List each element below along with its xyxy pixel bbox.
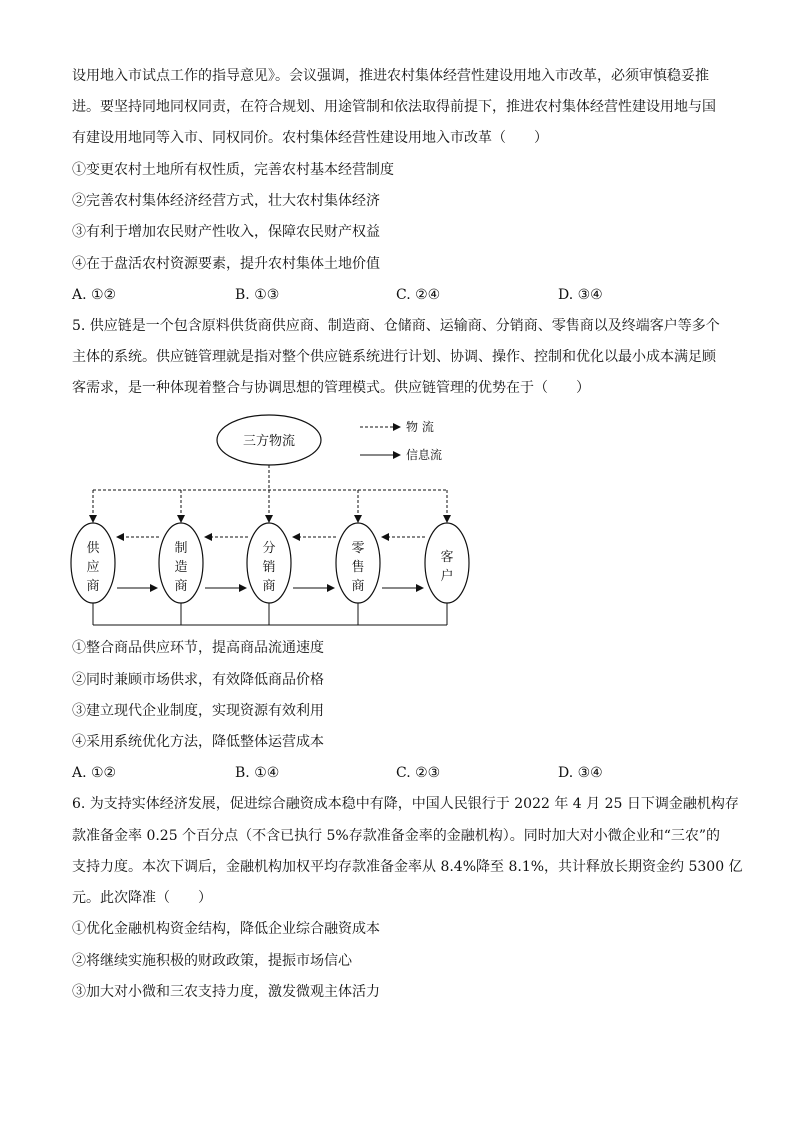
q6-statement-3: ③加大对小微和三农支持力度，激发微观主体活力 <box>72 984 380 1000</box>
distributor-label: 分销商 <box>262 541 276 594</box>
q6-statement-2: ②将继续实施积极的财政政策，提振市场信心 <box>72 953 352 969</box>
q4-stem-line-2: 进。要坚持同地同权同责，在符合规划、用途管制和依法取得前提下，推进农村集体经营性建设用地与国 <box>72 99 716 115</box>
q4-statement-1: ①变更农村土地所有权性质，完善农村基本经营制度 <box>72 162 394 178</box>
q6-stem-line-2: 款准备金率 0.25 个百分点（不含已执行 5%存款准备金率的金融机构）。同时加大对小微企业和“三农”的 <box>72 828 721 844</box>
q4-statement-2: ②完善农村集体经济经营方式，壮大农村集体经济 <box>72 193 380 209</box>
q6-stem-line-3: 支持力度。本次下调后，金融机构加权平均存款准备金率从 8.4%降至 8.1%，共计释放长期资金约 5300 亿 <box>72 859 743 875</box>
retailer-label: 零售商 <box>351 541 365 594</box>
q4-stem-line-3: 有建设用地同等入市、同权同价。农村集体经营性建设用地入市改革（ ） <box>72 130 548 146</box>
q4-option-a[interactable]: A. ①② <box>72 287 117 303</box>
q5-statement-4: ④采用系统优化方法，降低整体运营成本 <box>72 734 324 750</box>
q5-stem-line-2: 主体的系统。供应链管理就是指对整个供应链系统进行计划、协调、操作、控制和优化以最小成本满足顾 <box>72 349 716 365</box>
q5-option-d[interactable]: D. ③④ <box>558 765 603 781</box>
q5-stem-line-1: 5. 供应链是一个包含原料供货商供应商、制造商、仓储商、运输商、分销商、零售商以及终端客户等多个 <box>72 318 720 334</box>
supplier-label: 供应商 <box>86 541 100 594</box>
q4-option-c[interactable]: C. ②④ <box>396 287 441 303</box>
customer-label: 客户 <box>440 550 454 584</box>
third-party-logistics-label: 三方物流 <box>242 434 296 449</box>
q4-statement-3: ③有利于增加农民财产性收入，保障农民财产权益 <box>72 224 380 240</box>
q5-statement-2: ②同时兼顾市场供求，有效降低商品价格 <box>72 672 324 688</box>
q6-stem-line-4: 元。此次降准（ ） <box>72 890 212 906</box>
q5-statement-1: ①整合商品供应环节，提高商品流通速度 <box>72 640 324 656</box>
q4-statement-4: ④在于盘活农村资源要素，提升农村集体土地价值 <box>72 256 380 272</box>
q4-option-d[interactable]: D. ③④ <box>558 287 603 303</box>
q5-statement-3: ③建立现代企业制度，实现资源有效利用 <box>72 703 324 719</box>
q4-stem-line-1: 设用地入市试点工作的指导意见》。会议强调，推进农村集体经营性建设用地入市改革，必须审慎稳妥推 <box>72 68 709 84</box>
q5-stem-line-3: 客需求，是一种体现着整合与协调思想的管理模式。供应链管理的优势在于（ ） <box>72 380 590 396</box>
legend-logistics-label: 物 流 <box>406 420 434 434</box>
q5-option-b[interactable]: B. ①④ <box>235 765 280 781</box>
legend-info-flow-label: 信息流 <box>406 448 443 462</box>
q4-option-b[interactable]: B. ①③ <box>235 287 280 303</box>
q6-statement-1: ①优化金融机构资金结构，降低企业综合融资成本 <box>72 921 380 937</box>
q5-option-c[interactable]: C. ②③ <box>396 765 441 781</box>
manufacturer-label: 制造商 <box>174 541 188 594</box>
q6-stem-line-1: 6. 为支持实体经济发展，促进综合融资成本稳中有降，中国人民银行于 2022 年 4 月 25 日下调金融机构存 <box>72 796 739 812</box>
q5-option-a[interactable]: A. ①② <box>72 765 117 781</box>
